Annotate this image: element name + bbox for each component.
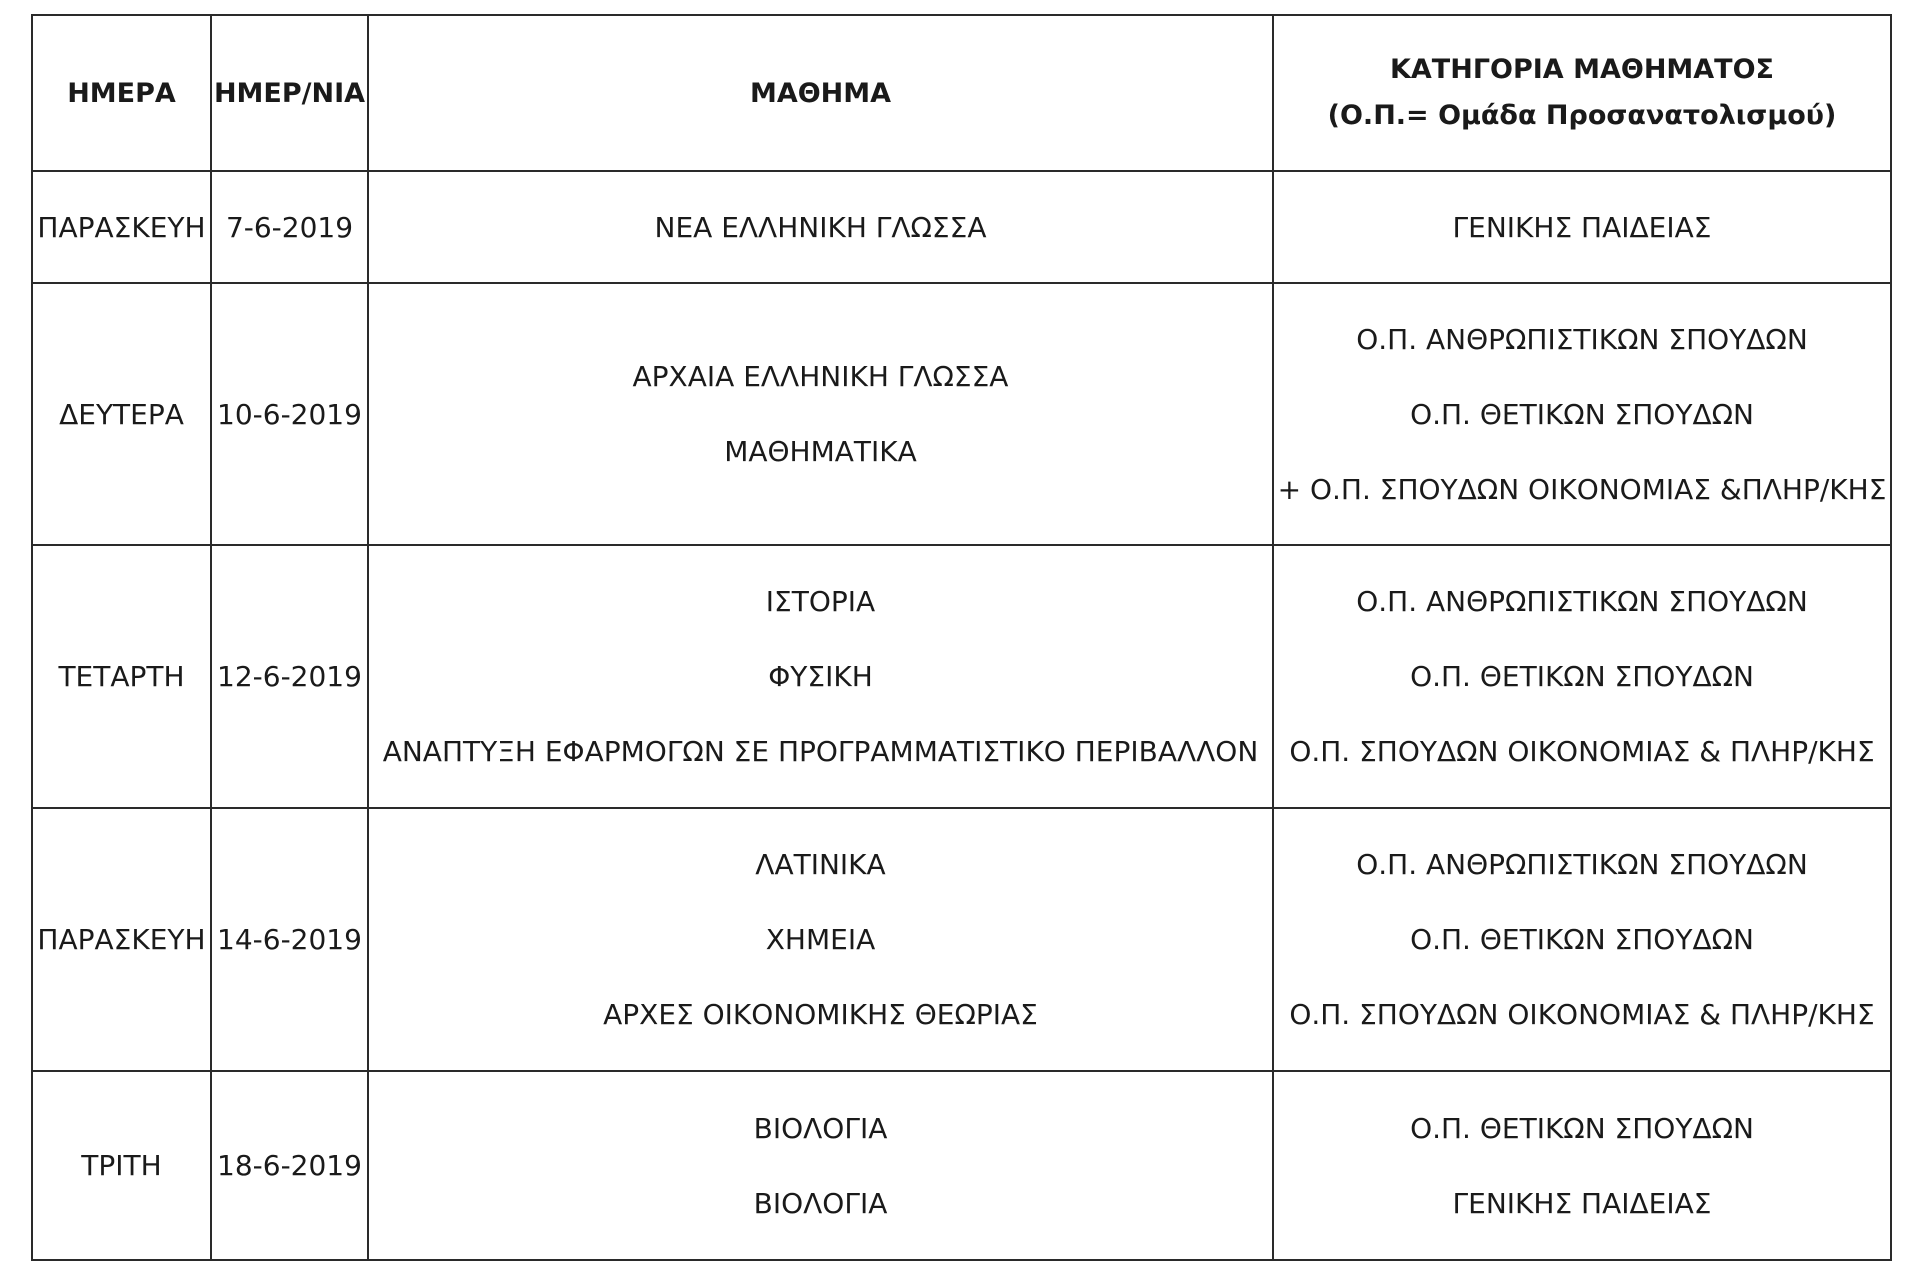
category-item: ΓΕΝΙΚΗΣ ΠΑΙΔΕΙΑΣ xyxy=(1452,1186,1712,1220)
date-cell: 7-6-2019 xyxy=(211,171,368,283)
table-row xyxy=(32,171,1891,283)
category-item: Ο.Π. ΑΝΘΡΩΠΙΣΤΙΚΩΝ ΣΠΟΥΔΩΝ xyxy=(1356,848,1808,881)
category-item: Ο.Π. ΣΠΟΥΔΩΝ ΟΙΚΟΝΟΜΙΑΣ & ΠΛΗΡ/ΚΗΣ xyxy=(1289,998,1875,1031)
subject-item: ΒΙΟΛΟΓΙΑ xyxy=(753,1111,888,1145)
category-cell xyxy=(1273,545,1891,808)
subject-item: ΝΕΑ ΕΛΛΗΝΙΚΗ ΓΛΩΣΣΑ xyxy=(654,210,987,244)
subject-item: ΒΙΟΛΟΓΙΑ xyxy=(753,1186,888,1220)
category-item: ΓΕΝΙΚΗΣ ΠΑΙΔΕΙΑΣ xyxy=(1452,210,1712,244)
header-category-note: (Ο.Π.= Ομάδα Προσανατολισμού) xyxy=(1327,100,1837,131)
header-day: ΗΜΕΡΑ xyxy=(32,15,211,171)
date-cell: 10-6-2019 xyxy=(211,283,368,545)
table-row xyxy=(32,1071,1891,1260)
header-date: ΗΜΕΡ/ΝΙΑ xyxy=(211,15,368,171)
subject-item: ΙΣΤΟΡΙΑ xyxy=(765,585,876,618)
category-cell xyxy=(1273,808,1891,1071)
date-cell: 12-6-2019 xyxy=(211,545,368,808)
category-cell xyxy=(1273,1071,1891,1260)
category-item: + Ο.Π. ΣΠΟΥΔΩΝ ΟΙΚΟΝΟΜΙΑΣ &ΠΛΗΡ/ΚΗΣ xyxy=(1277,472,1887,506)
subject-item: ΦΥΣΙΚΗ xyxy=(768,660,873,693)
subject-cell xyxy=(368,545,1273,808)
date-cell: 14-6-2019 xyxy=(211,808,368,1071)
header-category xyxy=(1273,15,1891,171)
category-item: Ο.Π. ΑΝΘΡΩΠΙΣΤΙΚΩΝ ΣΠΟΥΔΩΝ xyxy=(1356,585,1808,618)
table-row xyxy=(32,545,1891,808)
header-subject: ΜΑΘΗΜΑ xyxy=(368,15,1273,171)
subject-item: ΧΗΜΕΙΑ xyxy=(765,923,876,956)
subject-item: ΛΑΤΙΝΙΚΑ xyxy=(755,848,886,881)
subject-cell xyxy=(368,1071,1273,1260)
table-header xyxy=(32,15,1891,171)
category-cell xyxy=(1273,283,1891,545)
subject-cell xyxy=(368,171,1273,283)
header-category-title: ΚΑΤΗΓΟΡΙΑ ΜΑΘΗΜΑΤΟΣ xyxy=(1389,54,1774,85)
exam-schedule-table xyxy=(31,14,1892,1261)
subject-cell xyxy=(368,283,1273,545)
category-item: Ο.Π. ΘΕΤΙΚΩΝ ΣΠΟΥΔΩΝ xyxy=(1410,923,1754,956)
day-cell: ΠΑΡΑΣΚΕΥΗ xyxy=(32,808,211,1071)
subject-item: ΑΡΧΑΙΑ ΕΛΛΗΝΙΚΗ ΓΛΩΣΣΑ xyxy=(632,360,1009,393)
table-row xyxy=(32,808,1891,1071)
category-item: Ο.Π. ΘΕΤΙΚΩΝ ΣΠΟΥΔΩΝ xyxy=(1410,397,1754,431)
table-body xyxy=(32,171,1891,1260)
category-item: Ο.Π. ΑΝΘΡΩΠΙΣΤΙΚΩΝ ΣΠΟΥΔΩΝ xyxy=(1356,322,1808,356)
day-cell: ΔΕΥΤΕΡΑ xyxy=(32,283,211,545)
subject-item: ΜΑΘΗΜΑΤΙΚΑ xyxy=(724,435,917,468)
category-item: Ο.Π. ΘΕΤΙΚΩΝ ΣΠΟΥΔΩΝ xyxy=(1410,1111,1754,1145)
day-cell: ΤΡΙΤΗ xyxy=(32,1071,211,1260)
subject-item: ΑΝΑΠΤΥΞΗ ΕΦΑΡΜΟΓΩΝ ΣΕ ΠΡΟΓΡΑΜΜΑΤΙΣΤΙΚΟ ΠΕΡΙΒΑΛΛΟΝ xyxy=(382,735,1259,768)
date-cell: 18-6-2019 xyxy=(211,1071,368,1260)
category-item: Ο.Π. ΘΕΤΙΚΩΝ ΣΠΟΥΔΩΝ xyxy=(1410,660,1754,693)
table-row xyxy=(32,283,1891,545)
day-cell: ΠΑΡΑΣΚΕΥΗ xyxy=(32,171,211,283)
day-cell: ΤΕΤΑΡΤΗ xyxy=(32,545,211,808)
subject-cell xyxy=(368,808,1273,1071)
category-item: Ο.Π. ΣΠΟΥΔΩΝ ΟΙΚΟΝΟΜΙΑΣ & ΠΛΗΡ/ΚΗΣ xyxy=(1289,735,1875,768)
subject-item: ΑΡΧΕΣ ΟΙΚΟΝΟΜΙΚΗΣ ΘΕΩΡΙΑΣ xyxy=(603,998,1038,1031)
category-cell xyxy=(1273,171,1891,283)
header-row xyxy=(32,15,1891,171)
